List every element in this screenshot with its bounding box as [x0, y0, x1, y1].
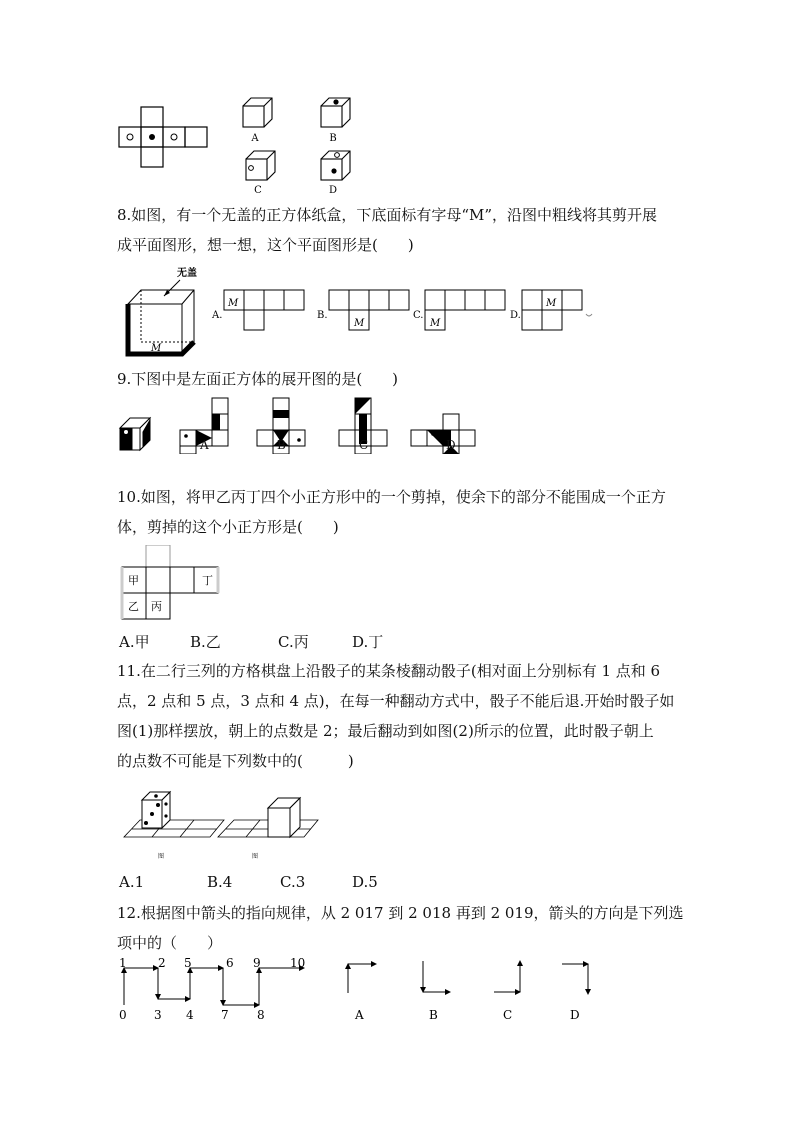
q7-net-top	[141, 107, 163, 127]
q12-question	[117, 898, 697, 958]
q12-label-b: B	[429, 1008, 438, 1022]
q8-option-a-label: A.	[212, 310, 223, 321]
q12-figure	[114, 955, 604, 1025]
q7-label-c: C	[254, 185, 262, 196]
q12-num-0: 0	[119, 1008, 127, 1022]
q12-num-2: 2	[158, 956, 166, 970]
q10-cell-ding: 丁	[202, 574, 213, 587]
q8-net-a	[224, 290, 304, 330]
q11-fig-label-1: 图	[158, 853, 165, 860]
q8-net-b-letter: M	[354, 318, 365, 329]
q9-cube	[120, 418, 150, 450]
q12-num-9: 9	[253, 956, 261, 970]
q12-text-line2: 项中的（ ）	[117, 934, 223, 952]
q11-option-b: B.4	[207, 873, 233, 891]
q7-label-d: D	[328, 185, 338, 196]
q9-text: 9.下图中是左面正方体的展开图的是( )	[117, 370, 399, 388]
q10-option-c: C.丙	[278, 633, 309, 651]
q10-text-line1: 10.如图，将甲乙丙丁四个小正方形中的一个剪掉，使余下的部分不能围成一个正方	[117, 488, 666, 506]
q11-board-1	[124, 820, 224, 837]
q10-cell-jia: 甲	[128, 574, 139, 587]
q11-question	[117, 656, 697, 776]
q11-figure	[118, 782, 328, 862]
q8-net-d-letter: M	[546, 298, 557, 309]
q11-line4: 的点数不可能是下列数中的( )	[117, 752, 354, 770]
q9-label-c: C	[359, 438, 369, 452]
q12-num-6: 6	[226, 956, 234, 970]
q8-net-c-letter: M	[430, 318, 441, 329]
q9-question	[117, 364, 697, 394]
q12-num-1: 1	[119, 956, 127, 970]
q11-option-c: C.3	[280, 873, 306, 891]
q10-text-line2: 体，剪掉的这个小正方形是( )	[117, 518, 339, 536]
q8-net-b	[329, 290, 409, 330]
q10-cell-bing: 丙	[151, 600, 162, 613]
q9-label-d: D	[446, 438, 456, 452]
q10-option-d: D.丁	[352, 633, 384, 651]
q9-label-b: B	[277, 438, 286, 452]
q11-line2: 点，2 点和 5 点，3 点和 4 点)，在每一种翻动方式中，骰子不能后退.开始时骰子如	[117, 692, 675, 710]
q10-option-b: B.乙	[190, 633, 221, 651]
q12-num-3: 3	[154, 1008, 162, 1022]
q9-label-a: A	[200, 438, 209, 452]
q12-num-4: 4	[186, 1008, 194, 1022]
q11-line1: 11.在二行三列的方格棋盘上沿骰子的某条棱翻动骰子(相对面上分别标有 1 点和 6	[117, 662, 661, 680]
q7-label-a: A	[251, 133, 259, 144]
q8-figure	[120, 262, 600, 362]
q12-label-d: D	[570, 1008, 580, 1022]
q10-option-a: A.甲	[119, 633, 150, 651]
q12-label-c: C	[503, 1008, 513, 1022]
q7-cube-a	[243, 98, 272, 127]
q12-num-8: 8	[257, 1008, 265, 1022]
q8-lid-label: 无盖	[177, 268, 197, 279]
q12-arrow-chain	[124, 968, 304, 1005]
q9-figure	[110, 392, 490, 454]
q12-num-7: 7	[221, 1008, 229, 1022]
q10-cell-yi: 乙	[128, 600, 139, 613]
q8-text-line2: 成平面图形，想一想，这个平面图形是( )	[117, 236, 414, 254]
q12-text-line1: 12.根据图中箭头的指向规律，从 2 017 到 2 018 再到 2 019，箭头的方向是下列选	[117, 904, 684, 922]
q8-question	[117, 200, 697, 260]
q7-cube-d	[321, 151, 350, 180]
q11-option-a: A.1	[119, 873, 145, 891]
q11-line3: 图(1)那样摆放，朝上的点数是 2；最后翻动到如图(2)所示的位置，此时骰子朝上	[117, 722, 654, 740]
q8-text-line1: 8.如图，有一个无盖的正方体纸盒，下底面标有字母“M”，沿图中粗线将其剪开展	[117, 206, 658, 224]
q12-label-a: A	[355, 1008, 364, 1022]
q8-net-a-letter: M	[228, 298, 239, 309]
q11-die-blank	[268, 798, 300, 837]
q11-option-d: D.5	[352, 873, 378, 891]
q10-figure	[116, 545, 226, 623]
q8-option-b-label: B.	[317, 310, 328, 321]
q8-option-d-label: D.	[510, 310, 521, 321]
q8-net-d	[522, 290, 582, 330]
q11-fig-label-2: 图	[252, 853, 259, 860]
q12-num-10: 10	[290, 956, 306, 970]
q8-box-letter: M	[151, 343, 162, 354]
q7-figure	[110, 88, 380, 198]
q12-num-5: 5	[184, 956, 192, 970]
q7-label-b: B	[329, 133, 337, 144]
q8-option-c-label: C.	[413, 310, 424, 321]
q10-question	[117, 482, 697, 542]
